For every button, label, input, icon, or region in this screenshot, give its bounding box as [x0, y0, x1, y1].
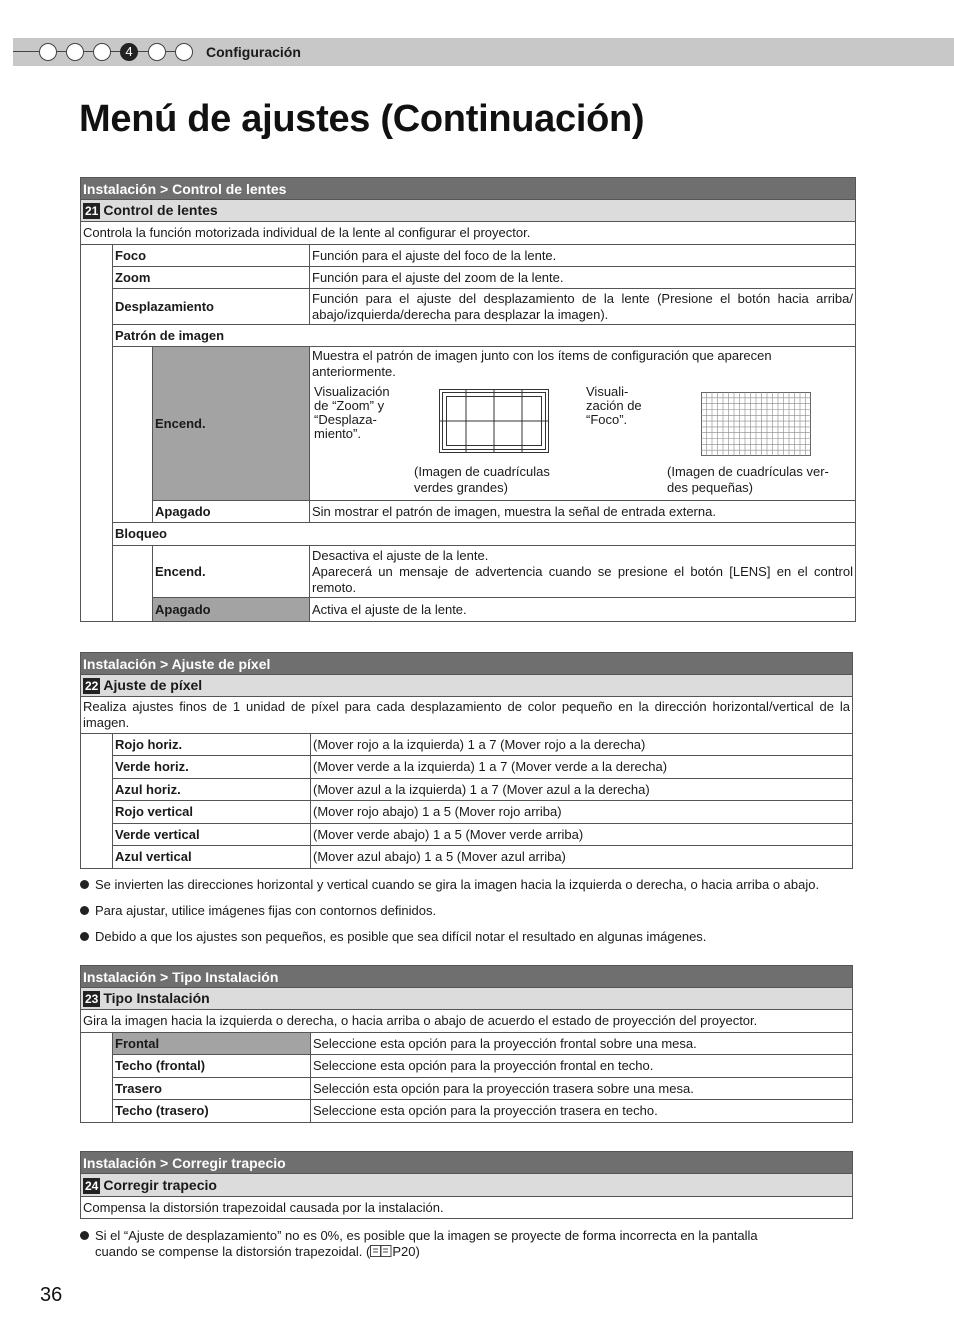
option-label: Zoom: [113, 267, 310, 289]
item-number-badge: 21: [85, 204, 99, 218]
step-5-dot: [148, 43, 166, 61]
item-header: [81, 200, 856, 222]
option-desc: Sin mostrar el patrón de imagen, muestra la señal de entrada externa.: [310, 501, 856, 523]
option-desc: Seleccione esta opción para la proyección frontal en techo.: [311, 1055, 853, 1078]
bullet-icon: [80, 932, 89, 941]
note-text: Para ajustar, utilice imágenes fijas con contornos definidos.: [95, 903, 437, 918]
option-label: Trasero: [113, 1078, 311, 1100]
option-desc: Activa el ajuste de la lente.: [310, 598, 856, 622]
item-title: Tipo Instalación: [103, 990, 210, 1006]
small-grid-caption: (Imagen de cuadrículas ver- des pequeñas): [667, 464, 829, 495]
item-number-badge: 24: [85, 1178, 99, 1193]
note-text: Se invierten las direcciones horizontal y vertical cuando se gira la imagen hacia la izquierda o derecha, o hacia arriba o abajo.: [95, 877, 820, 892]
option-desc: (Mover verde abajo) 1 a 5 (Mover verde arriba): [311, 824, 853, 846]
option-label: Azul vertical: [113, 846, 311, 869]
option-desc: Aparecerá un mensaje de advertencia cuando se presione el botón [LENS] en el control remoto.: [312, 563, 853, 595]
suboption-label: Encend.: [153, 546, 310, 598]
note-text: cuando se compense la distorsión trapezoidal. (: [95, 1244, 371, 1259]
page-number: 36: [40, 1284, 63, 1306]
indent-cell: [81, 1033, 113, 1123]
item-number-badge: 23: [85, 992, 99, 1006]
page-reference[interactable]: P20): [392, 1244, 420, 1259]
bullet-icon: [80, 1231, 89, 1240]
option-desc: Desactiva el ajuste de la lente.: [312, 547, 489, 563]
section-header: Instalación > Control de lentes: [81, 178, 856, 200]
bullet-icon: [80, 880, 89, 889]
book-reference-icon: [370, 1245, 392, 1257]
large-grid-caption: (Imagen de cuadrículas verdes grandes): [414, 464, 550, 495]
option-label: Desplazamiento: [113, 289, 310, 325]
note-item: [80, 929, 706, 945]
option-label: Verde vertical: [113, 824, 311, 846]
option-desc: (Mover rojo a la izquierda) 1 a 7 (Mover rojo a la derecha): [311, 734, 853, 756]
option-label: Foco: [113, 245, 310, 267]
lock-on-desc: [310, 546, 856, 598]
option-label: Azul horiz.: [113, 779, 311, 801]
note-text: Si el “Ajuste de desplazamiento” no es 0%, es posible que la imagen se proyecte de forma incorrecta en la pantalla: [95, 1228, 758, 1243]
option-label: Rojo vertical: [113, 801, 311, 824]
suboption-label: Apagado: [153, 598, 310, 622]
item-title: Corregir trapecio: [103, 1176, 217, 1193]
option-desc: (Mover azul a la izquierda) 1 a 7 (Mover azul a la derecha): [311, 779, 853, 801]
option-desc: (Mover verde a la izquierda) 1 a 7 (Mover verde a la derecha): [311, 756, 853, 779]
sub-indent-cell: [113, 546, 153, 622]
page-title: Menú de ajustes (Continuación): [79, 98, 645, 140]
item-number-badge: 22: [85, 679, 99, 693]
option-label: Techo (trasero): [113, 1100, 311, 1123]
option-desc: (Mover azul abajo) 1 a 5 (Mover azul arriba): [311, 846, 853, 869]
note-item: [80, 903, 436, 919]
small-grid-image: [701, 392, 811, 456]
section-label: Configuración: [206, 44, 301, 60]
sub-indent-cell: [113, 347, 153, 523]
item-description: Controla la función motorizada individual de la lente al configurar el proyector.: [81, 222, 856, 245]
option-desc: Función para el ajuste del desplazamiento de la lente (Presione el botón hacia arriba/ abajo/izquierda/derecha para desplazar la imagen).: [310, 289, 856, 325]
large-grid-image: [439, 389, 549, 453]
option-desc: Seleccione esta opción para la proyección frontal sobre una mesa.: [311, 1033, 853, 1055]
option-label: Techo (frontal): [113, 1055, 311, 1078]
section-header: Instalación > Tipo Instalación: [81, 966, 853, 988]
pixel-adjust-table: [80, 652, 853, 869]
option-group-label: Bloqueo: [113, 523, 856, 546]
note-text: Debido a que los ajustes son pequeños, es posible que sea difícil notar el resultado en algunas imágenes.: [95, 929, 707, 944]
step-2-dot: [66, 43, 84, 61]
item-description: Compensa la distorsión trapezoidal causada por la instalación.: [81, 1197, 853, 1219]
suboption-label: Apagado: [153, 501, 310, 523]
item-header: [81, 988, 853, 1010]
option-group-label: Patrón de imagen: [113, 325, 856, 347]
step-6-dot: [175, 43, 193, 61]
option-desc: Función para el ajuste del zoom de la lente.: [310, 267, 856, 289]
bullet-icon: [80, 906, 89, 915]
item-title: Ajuste de píxel: [103, 677, 203, 693]
item-title: Control de lentes: [103, 202, 218, 218]
option-desc: Muestra el patrón de imagen junto con los ítems de configuración que aparecen anteriormente.: [312, 348, 772, 379]
indent-cell: [81, 734, 113, 869]
option-desc: (Mover rojo abajo) 1 a 5 (Mover rojo arriba): [311, 801, 853, 824]
note-item: [80, 877, 819, 893]
option-label: Frontal: [113, 1033, 311, 1055]
item-header: [81, 675, 853, 697]
focus-caption: Visuali- zación de “Foco”.: [586, 384, 642, 427]
suboption-label: Encend.: [153, 347, 310, 501]
step-1-dot: [39, 43, 57, 61]
option-label: Rojo horiz.: [113, 734, 311, 756]
option-label: Verde horiz.: [113, 756, 311, 779]
item-header: [81, 1174, 853, 1197]
note-item: [80, 1228, 758, 1260]
option-desc: Función para el ajuste del foco de la lente.: [310, 245, 856, 267]
section-header: Instalación > Corregir trapecio: [81, 1152, 853, 1174]
section-header: Instalación > Ajuste de píxel: [81, 653, 853, 675]
indent-cell: [81, 245, 113, 622]
option-desc: Seleccione esta opción para la proyección trasera en techo.: [311, 1100, 853, 1123]
keystone-table: [80, 1151, 853, 1219]
install-type-table: [80, 965, 853, 1123]
item-description: Realiza ajustes finos de 1 unidad de píxel para cada desplazamiento de color pequeño en la dirección horizontal/vertical de la imagen.: [81, 697, 853, 734]
option-desc: Selección esta opción para la proyección trasera sobre una mesa.: [311, 1078, 853, 1100]
item-description: Gira la imagen hacia la izquierda o derecha, o hacia arriba o abajo de acuerdo el estado de proyección del proyector.: [81, 1010, 853, 1033]
zoom-shift-caption: Visualización de “Zoom” y “Desplaza- miento”.: [314, 384, 390, 441]
step-4-dot: 4: [120, 43, 138, 61]
step-3-dot: [93, 43, 111, 61]
